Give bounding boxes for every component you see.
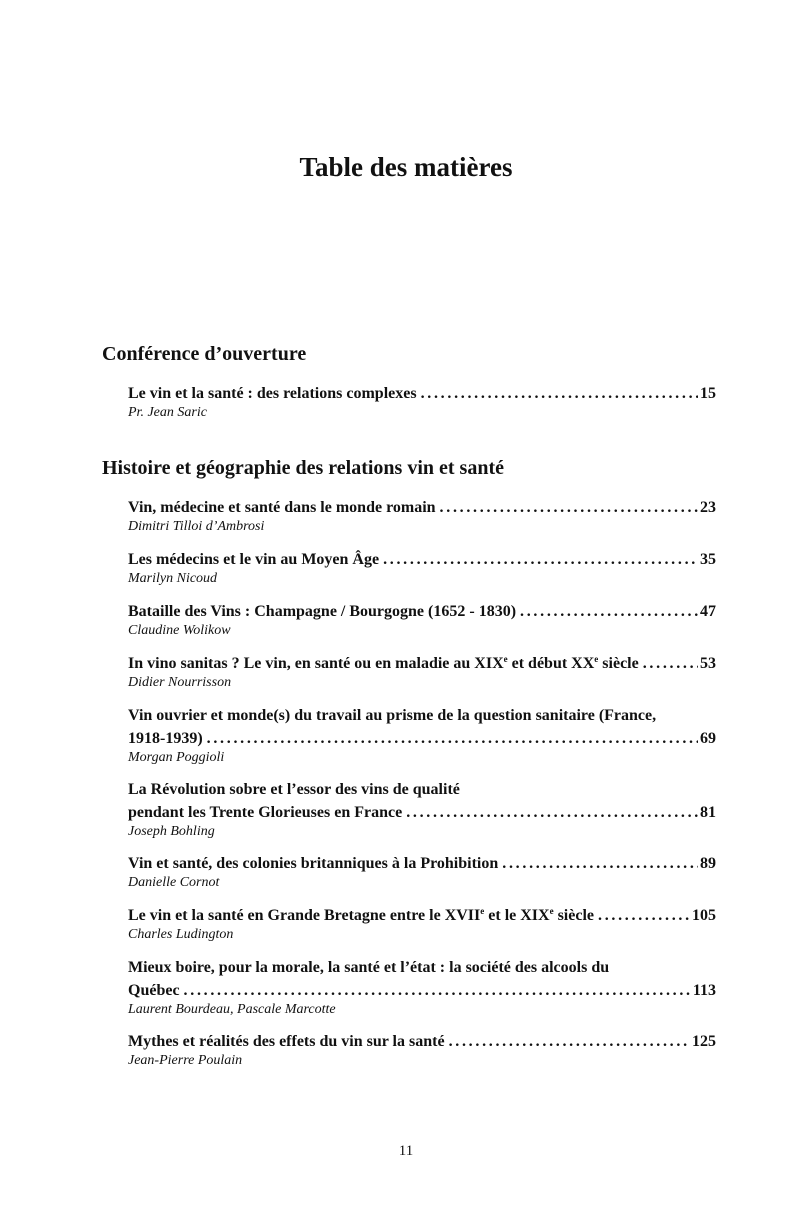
entry-author: Pr. Jean Saric	[128, 405, 207, 420]
dot-leader	[643, 652, 698, 675]
entry-title: Bataille des Vins : Champagne / Bourgogne (1652 - 1830)	[128, 603, 517, 620]
dot-leader	[520, 600, 698, 623]
entry-author: Morgan Poggioli	[128, 750, 225, 765]
entry-page-number: 89	[700, 855, 716, 872]
entry-page-number: 23	[700, 499, 716, 516]
entry-author: Marilyn Nicoud	[128, 571, 218, 586]
entry-page-number: 47	[700, 603, 716, 620]
entry-page-number: 53	[700, 655, 716, 672]
entry-title: Mythes et réalités des effets du vin sur la santé	[128, 1033, 445, 1050]
entry-author: Dimitri Tilloi d’Ambrosi	[128, 519, 265, 534]
entry-title-first-line: La Révolution sobre et l’essor des vins de qualité	[128, 781, 460, 798]
dot-leader	[421, 382, 698, 405]
entry-page-number: 15	[700, 385, 716, 402]
toc-entry[interactable]	[128, 904, 716, 944]
toc-entry[interactable]	[128, 496, 716, 536]
entry-page-number: 81	[700, 804, 716, 821]
entry-author: Joseph Bohling	[128, 824, 215, 839]
toc-entry[interactable]	[128, 1030, 716, 1070]
toc-entry[interactable]	[128, 652, 716, 692]
section-heading-opening	[102, 340, 716, 368]
toc-entry[interactable]	[128, 956, 716, 1019]
entry-author: Laurent Bourdeau, Pascale Marcotte	[128, 1002, 336, 1017]
toc-entry[interactable]	[128, 852, 716, 892]
entry-page-number: 69	[700, 730, 716, 747]
entry-page-number: 35	[700, 551, 716, 568]
entry-title: In vino sanitas ? Le vin, en santé ou en maladie au XIXe et début XXe siècle	[128, 654, 639, 672]
dot-leader	[383, 548, 698, 571]
entry-title: Les médecins et le vin au Moyen Âge	[128, 551, 380, 568]
dot-leader	[598, 904, 690, 927]
section-title: Histoire et géographie des relations vin et santé	[102, 457, 504, 479]
toc-entry[interactable]	[128, 778, 716, 841]
section-title: Conférence d’ouverture	[102, 343, 307, 365]
entry-title: Québec	[128, 982, 180, 999]
dot-leader	[440, 496, 698, 519]
page-number: 11	[398, 1143, 414, 1159]
entry-title: Vin et santé, des colonies britanniques à la Prohibition	[128, 855, 499, 872]
toc-entry[interactable]	[128, 548, 716, 588]
entry-author: Claudine Wolikow	[128, 623, 231, 638]
dot-leader	[502, 852, 698, 875]
dot-leader	[184, 979, 691, 1002]
entry-title-first-line: Mieux boire, pour la morale, la santé et l’état : la société des alcools du	[128, 959, 610, 976]
entry-title: Le vin et la santé en Grande Bretagne entre le XVIIe et le XIXe siècle	[128, 906, 594, 924]
entry-author: Charles Ludington	[128, 927, 234, 942]
entry-author: Jean-Pierre Poulain	[128, 1053, 243, 1068]
dot-leader	[207, 727, 698, 750]
toc-entry[interactable]	[128, 382, 716, 422]
entry-page-number: 125	[692, 1033, 716, 1050]
entry-title-first-line: Vin ouvrier et monde(s) du travail au prisme de la question sanitaire (France,	[128, 707, 657, 724]
toc-entry[interactable]	[128, 704, 716, 767]
entry-author: Danielle Cornot	[128, 875, 220, 890]
entry-page-number: 113	[692, 982, 716, 999]
entry-title: Le vin et la santé : des relations complexes	[128, 385, 417, 402]
entry-title: Vin, médecine et santé dans le monde romain	[128, 499, 436, 516]
page-title: Table des matières	[299, 152, 513, 182]
dot-leader	[449, 1030, 690, 1053]
entry-author: Didier Nourrisson	[128, 675, 232, 690]
entry-page-number: 105	[692, 907, 716, 924]
entry-title: 1918-1939)	[128, 730, 203, 747]
toc-entry[interactable]	[128, 600, 716, 640]
entry-title: pendant les Trente Glorieuses en France	[128, 804, 403, 821]
dot-leader	[406, 801, 698, 824]
section-heading-history	[102, 454, 716, 482]
